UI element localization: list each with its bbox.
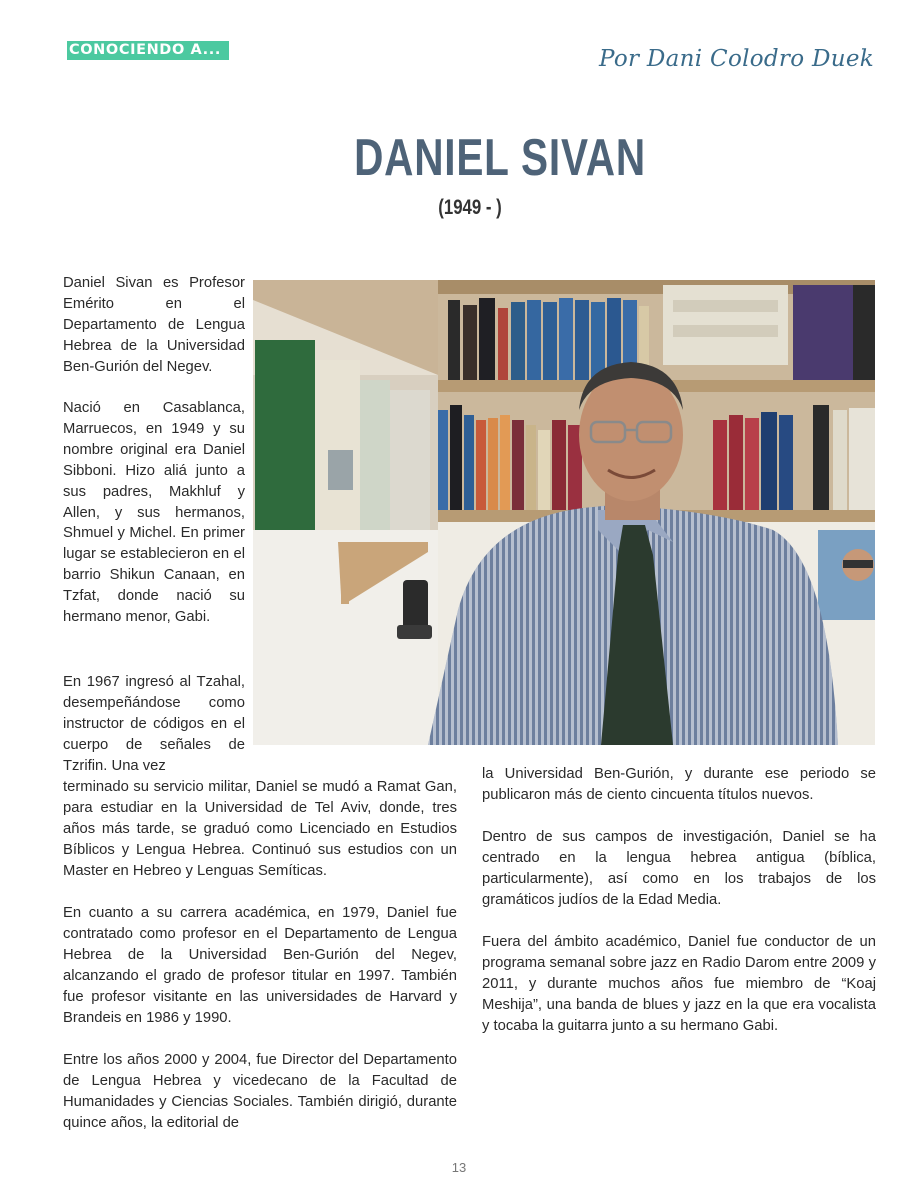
page-number: 13 xyxy=(451,1160,467,1175)
paragraph-7: Dentro de sus campos de investigación, Daniel se ha centrado en la lengua hebrea antigua (bíblica, particularmente), así como en los trabajos de los gramáticos judíos de la Edad Media. xyxy=(482,829,876,908)
paragraph-3-start: En 1967 ingresó al Tzahal, desempeñándose como instructor de códigos en el cuerpo de señales de Tzrifin. Una vez xyxy=(63,674,245,774)
paragraph-1: Daniel Sivan es Profesor Emérito en el Departamento de Lengua Hebrea de la Universidad Ben-Gurión del Negev. xyxy=(63,275,245,375)
article-years: (1949 - ) xyxy=(438,196,502,219)
author-byline: Por Dani Colodro Duek xyxy=(599,46,874,72)
article-title: DANIEL SIVAN xyxy=(354,129,646,187)
paragraph-4: En cuanto a su carrera académica, en 1979, Daniel fue contratado como profesor en el Departamento de Lengua Hebrea de la Universidad Ben-Gurión del Negev, alcanzando el grado de profesor titular en 1997. También fue profesor visitante en las universidades de Harvard y Brandeis en 1986 y 1990. xyxy=(63,905,457,1026)
paragraph-6: la Universidad Ben-Gurión, y durante ese periodo se publicaron más de ciento cincuenta títulos nuevos. xyxy=(482,766,876,803)
paragraph-3-continued: terminado su servicio militar, Daniel se mudó a Ramat Gan, para estudiar en la Universidad de Tel Aviv, donde, tres años más tarde, se graduó como Licenciado en Estudios Bíblicos y Lengua Hebrea. Continuó sus estudios con un Master en Hebreo y Lenguas Semíticas. xyxy=(63,779,457,879)
paragraph-5: Entre los años 2000 y 2004, fue Director del Departamento de Lengua Hebrea y vicedecano de la Facultad de Humanidades y Ciencias Sociales. También dirigió, durante quince años, la editorial de xyxy=(63,1052,457,1131)
paragraph-2: Nació en Casablanca, Marruecos, en 1949 y su nombre original era Daniel Sibboni. Hizo aliá junto a sus padres, Makhluf y Allen, y sus hermanos, Shmuel y Michel. En primer lugar se establecieron en el barrio Shikun Canaan, en Tzfat, donde nació su hermano menor, Gabi. xyxy=(63,400,245,626)
portrait-photo xyxy=(253,280,875,745)
section-tag: CONOCIENDO A... xyxy=(67,41,229,60)
paragraph-8: Fuera del ámbito académico, Daniel fue conductor de un programa semanal sobre jazz en Radio Darom entre 2009 y 2011, y durante muchos años fue miembro de “Koaj Meshija”, una banda de blues y jazz en la que era vocalista y tocaba la guitarra junto a su hermano Gabi. xyxy=(482,934,876,1034)
